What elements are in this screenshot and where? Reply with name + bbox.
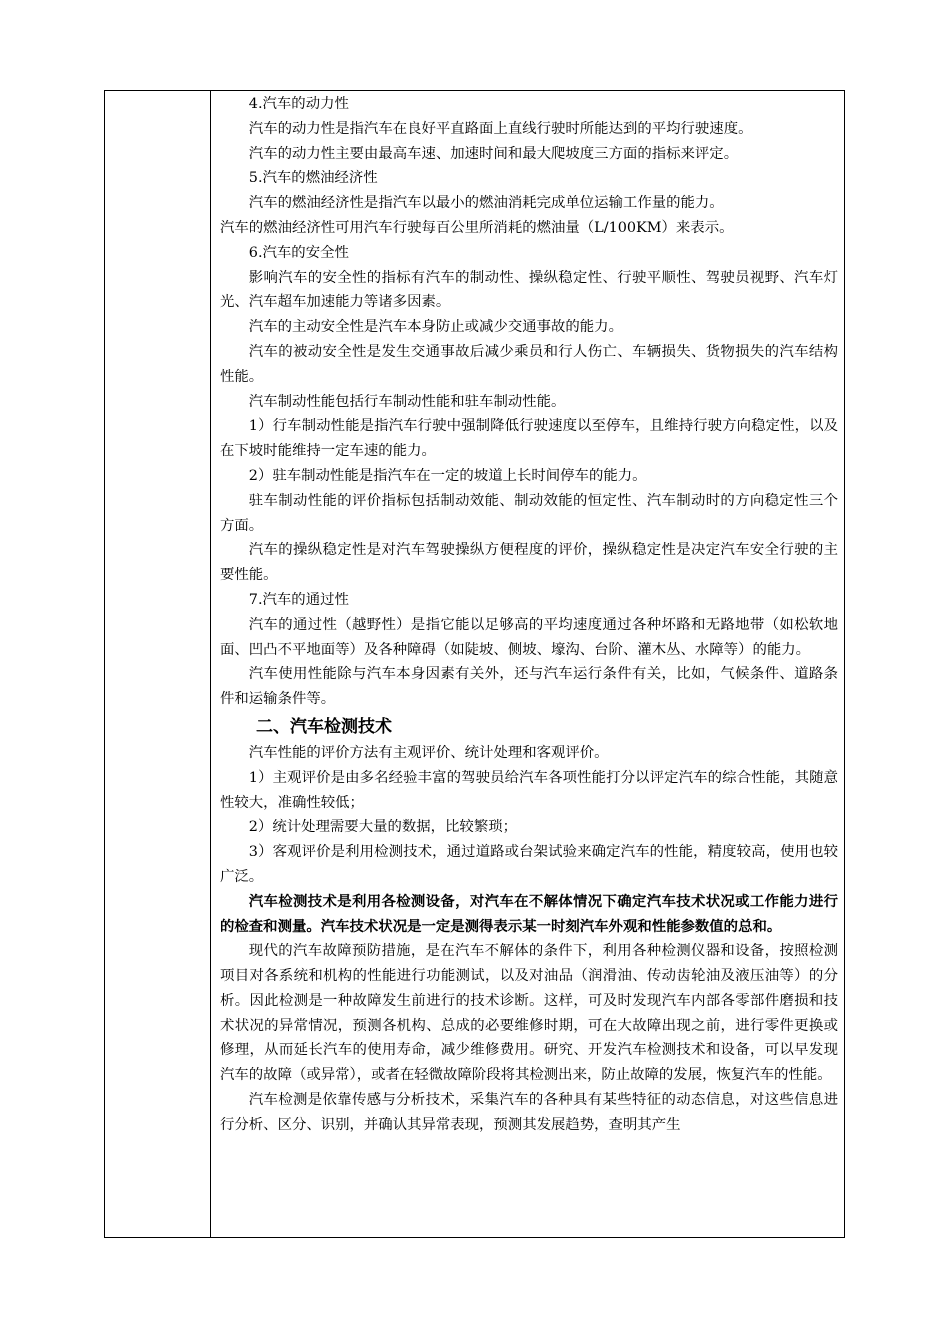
paragraph: 2）统计处理需要大量的数据，比较繁琐； xyxy=(248,819,517,836)
paragraph: 7.汽车的通过性 xyxy=(248,591,349,608)
paragraph: 6.汽车的安全性 xyxy=(248,244,349,261)
section-heading: 二、汽车检测技术 xyxy=(256,716,392,737)
paragraph: 4.汽车的动力性 xyxy=(248,96,349,112)
paragraph: 汽车的被动安全性是发生交通事故后减少乘员和行人伤亡、车辆损失、货物损失的汽车结构性能。 xyxy=(220,343,838,385)
paragraph: 汽车的燃油经济性可用汽车行驶每百公里所消耗的燃油量（L/100KM）来表示。 xyxy=(220,219,734,236)
paragraph: 影响汽车的安全性的指标有汽车的制动性、操纵稳定性、行驶平顺性、驾驶员视野、汽车灯光、汽车超车加速能力等诸多因素。 xyxy=(220,269,838,311)
paragraph: 汽车的主动安全性是汽车本身防止或减少交通事故的能力。 xyxy=(248,319,623,336)
paragraph: 2）驻车制动性能是指汽车在一定的坡道上长时间停车的能力。 xyxy=(248,467,647,484)
paragraph: 现代的汽车故障预防措施，是在汽车不解体的条件下，利用各种检测仪器和设备，按照检测项目对各系统和机构的性能进行功能测试，以及对油品（润滑油、传动齿轮油及液压油等）的分析。因此检测是一种故障发生前进行的技术诊断。这样，可及时发现汽车内部各零部件磨损和技术状况的异常情况，预测各机构、总成的必要维修时期，可在大故障出现之前，进行零件更换或修理，从而延长汽车的使用寿命，减少维修费用。研究、开发汽车检测技术和设备，可以早发现汽车的故障（或异常），或者在轻微故障阶段将其检测出来，防止故障的发展，恢复汽车的性能。 xyxy=(220,943,838,1084)
paragraph: 汽车的操纵稳定性是对汽车驾驶操纵方便程度的评价，操纵稳定性是决定汽车安全行驶的主要性能。 xyxy=(220,542,838,584)
paragraph: 汽车性能的评价方法有主观评价、统计处理和客观评价。 xyxy=(248,744,609,761)
section-one-paragraphs xyxy=(220,92,838,712)
column-divider xyxy=(210,90,211,1238)
paragraph: 汽车制动性能包括行车制动性能和驻车制动性能。 xyxy=(248,393,566,410)
paragraph: 汽车的通过性（越野性）是指它能以足够高的平均速度通过各种坏路和无路地带（如松软地面、凹凸不平地面等）及各种障碍（如陡坡、侧坡、壕沟、台阶、灌木丛、水障等）的能力。 xyxy=(220,616,838,658)
paragraph: 汽车的动力性主要由最高车速、加速时间和最大爬坡度三方面的指标来评定。 xyxy=(248,145,739,162)
paragraph: 3）客观评价是利用检测技术，通过道路或台架试验来确定汽车的性能，精度较高，使用也较广泛。 xyxy=(220,844,838,885)
document-body xyxy=(220,92,838,1138)
paragraph: 1）行车制动性能是指汽车行驶中强制降低行驶速度以至停车，且维持行驶方向稳定性，以及在下坡时能维持一定车速的能力。 xyxy=(220,418,838,460)
paragraph: 5.汽车的燃油经济性 xyxy=(248,170,378,187)
paragraph: 汽车检测技术是利用各检测设备，对汽车在不解体情况下确定汽车技术状况或工作能力进行的检查和测量。汽车技术状况是一定是测得表示某一时刻汽车外观和性能参数值的总和。 xyxy=(220,893,838,935)
paragraph: 1）主观评价是由多名经验丰富的驾驶员给汽车各项性能打分以评定汽车的综合性能，其随意性较大，准确性较低； xyxy=(220,769,838,811)
paragraph: 驻车制动性能的评价指标包括制动效能、制动效能的恒定性、汽车制动时的方向稳定性三个方面。 xyxy=(220,492,838,534)
paragraph: 汽车的动力性是指汽车在良好平直路面上直线行驶时所能达到的平均行驶速度。 xyxy=(248,120,753,137)
paragraph: 汽车使用性能除与汽车本身因素有关外，还与汽车运行条件有关，比如，气候条件、道路条件和运输条件等。 xyxy=(220,666,838,708)
section-two-paragraphs xyxy=(220,741,838,1138)
paragraph: 汽车的燃油经济性是指汽车以最小的燃油消耗完成单位运输工作量的能力。 xyxy=(248,195,724,212)
paragraph: 汽车检测是依靠传感与分析技术，采集汽车的各种具有某些特征的动态信息，对这些信息进行分析、区分、识别，并确认其异常表现，预测其发展趋势，查明其产生 xyxy=(220,1092,838,1133)
